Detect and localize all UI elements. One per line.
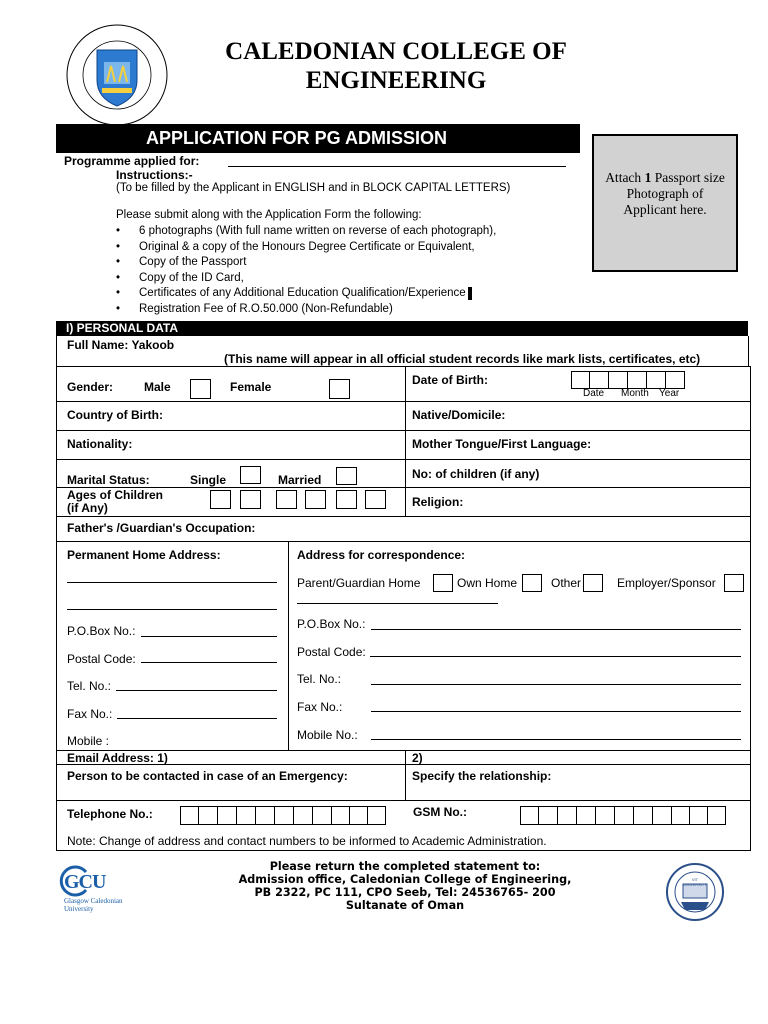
- permanent-address-title: Permanent Home Address:: [67, 548, 221, 562]
- name-note: (This name will appear in all official student records like mark lists, certificates, etc): [224, 352, 701, 366]
- gcu-logo: GCU Glasgow Caledonian University: [58, 862, 178, 912]
- po-box-input[interactable]: [141, 636, 277, 637]
- child-age-box[interactable]: [240, 490, 261, 509]
- male-label: Male: [144, 380, 171, 394]
- correspondence-title: Address for correspondence:: [297, 548, 466, 562]
- college-logo: [64, 22, 170, 128]
- permanent-address-line2[interactable]: [67, 609, 277, 610]
- child-age-box[interactable]: [210, 490, 231, 509]
- child-age-box[interactable]: [365, 490, 386, 509]
- dob-input[interactable]: [571, 371, 685, 389]
- college-title-line1: CALEDONIAN COLLEGE OF: [225, 38, 567, 65]
- marital-status-label: Marital Status:: [67, 473, 150, 487]
- children-count-label: No: of children (if any): [412, 467, 540, 481]
- ages-children-label: Ages of Children (if Any): [67, 488, 164, 515]
- opt-other-label: Other: [551, 576, 582, 590]
- vit-university-seal: VIT UNIVERSITY: [663, 862, 727, 922]
- fax-label: Fax No.:: [67, 707, 113, 721]
- corr-fax-input[interactable]: [371, 711, 741, 712]
- opt-employer-checkbox[interactable]: [724, 574, 744, 592]
- opt-own-label: Own Home: [457, 576, 518, 590]
- single-checkbox[interactable]: [240, 466, 261, 484]
- dob-label: Date of Birth:: [412, 373, 488, 387]
- college-title-line2: ENGINEERING: [305, 67, 487, 94]
- corr-fax-label: Fax No.:: [297, 700, 343, 714]
- opt-parent-checkbox[interactable]: [433, 574, 453, 592]
- dob-year-caption: Year: [659, 388, 680, 399]
- telephone-label: Telephone No.:: [67, 807, 153, 821]
- corr-tel-label: Tel. No.:: [297, 672, 342, 686]
- section-personal-data: I) PERSONAL DATA: [56, 321, 748, 336]
- corr-postal-label: Postal Code:: [297, 645, 366, 659]
- religion-label: Religion:: [412, 495, 464, 509]
- form-banner: [56, 124, 580, 153]
- list-item: • Registration Fee of R.O.50.000 (Non-Refundable): [116, 302, 393, 315]
- telephone-input[interactable]: [180, 806, 386, 825]
- list-item: • Original & a copy of the Honours Degree Certificate or Equivalent,: [116, 240, 475, 253]
- opt-own-checkbox[interactable]: [522, 574, 542, 592]
- female-checkbox[interactable]: [329, 379, 350, 399]
- nationality-label: Nationality:: [67, 437, 133, 451]
- email-2-label: 2): [412, 751, 423, 765]
- requirements-list: [116, 224, 496, 318]
- relationship-label: Specify the relationship:: [412, 769, 552, 783]
- email-1-label: Email Address: 1): [67, 751, 168, 765]
- country-of-birth-label: Country of Birth:: [67, 408, 163, 422]
- emergency-label: Person to be contacted in case of an Emergency:: [67, 769, 348, 783]
- gsm-input[interactable]: [520, 806, 726, 825]
- male-checkbox[interactable]: [190, 379, 211, 399]
- corr-tel-input[interactable]: [371, 684, 741, 685]
- programme-input[interactable]: [228, 166, 566, 167]
- married-checkbox[interactable]: [336, 467, 357, 485]
- corr-mobile-input[interactable]: [371, 739, 741, 740]
- form-banner-text: APPLICATION FOR PG ADMISSION: [146, 128, 448, 148]
- programme-label: Programme applied for:: [64, 154, 200, 168]
- dob-month-caption: Month: [621, 388, 649, 399]
- photo-attach-box[interactable]: Attach 1 Passport size Photograph of Applicant here.: [592, 134, 738, 272]
- instructions-title: Instructions:-: [116, 168, 193, 182]
- tel-label: Tel. No.:: [67, 679, 112, 693]
- dob-date-caption: Date: [583, 388, 605, 399]
- fax-input[interactable]: [117, 718, 277, 719]
- tel-input[interactable]: [116, 690, 277, 691]
- po-box-label: P.O.Box No.:: [67, 624, 136, 638]
- child-age-box[interactable]: [305, 490, 326, 509]
- corr-address-line[interactable]: [297, 603, 498, 604]
- list-item: • 6 photographs (With full name written on reverse of each photograph),: [116, 225, 497, 237]
- gsm-label: GSM No.:: [413, 805, 467, 819]
- child-age-box[interactable]: [336, 490, 357, 509]
- list-item: • Copy of the ID Card,: [116, 271, 244, 284]
- native-label: Native/Domicile:: [412, 408, 506, 422]
- corr-po-box-input[interactable]: [371, 629, 741, 630]
- corr-mobile-label: Mobile No.:: [297, 728, 358, 742]
- list-item: • Copy of the Passport: [116, 256, 247, 269]
- return-address: Please return the completed statement to: Admission office, Caledonian College of Engineering, PB 2322, PC 111, CPO Seeb, Tel: 24536765- 200 Sultanate of Oman: [238, 860, 572, 912]
- address-change-note: Note: Change of address and contact numbers to be informed to Academic Administration.: [67, 834, 547, 848]
- single-label: Single: [190, 473, 227, 487]
- mobile-label: Mobile :: [67, 734, 110, 748]
- full-name-label: Full Name: Yakoob: [67, 338, 175, 352]
- opt-other-checkbox[interactable]: [583, 574, 603, 592]
- gender-label: Gender:: [67, 380, 114, 394]
- opt-parent-label: Parent/Guardian Home: [297, 576, 421, 590]
- submit-intro: Please submit along with the Application Form the following:: [116, 209, 422, 221]
- occupation-label: Father's /Guardian's Occupation:: [67, 521, 256, 535]
- married-label: Married: [278, 473, 322, 487]
- mother-tongue-label: Mother Tongue/First Language:: [412, 437, 592, 451]
- list-item: • Certificates of any Additional Education Qualification/Experience: [116, 286, 496, 302]
- instructions-note: (To be filled by the Applicant in ENGLISH and in BLOCK CAPITAL LETTERS): [116, 182, 511, 194]
- opt-employer-label: Employer/Sponsor: [617, 576, 716, 590]
- permanent-address-line1[interactable]: [67, 582, 277, 583]
- corr-po-box-label: P.O.Box No.:: [297, 617, 366, 631]
- corr-postal-input[interactable]: [370, 656, 741, 657]
- postal-code-input[interactable]: [141, 662, 277, 663]
- postal-code-label: Postal Code:: [67, 652, 136, 666]
- female-label: Female: [230, 380, 272, 394]
- child-age-box[interactable]: [276, 490, 297, 509]
